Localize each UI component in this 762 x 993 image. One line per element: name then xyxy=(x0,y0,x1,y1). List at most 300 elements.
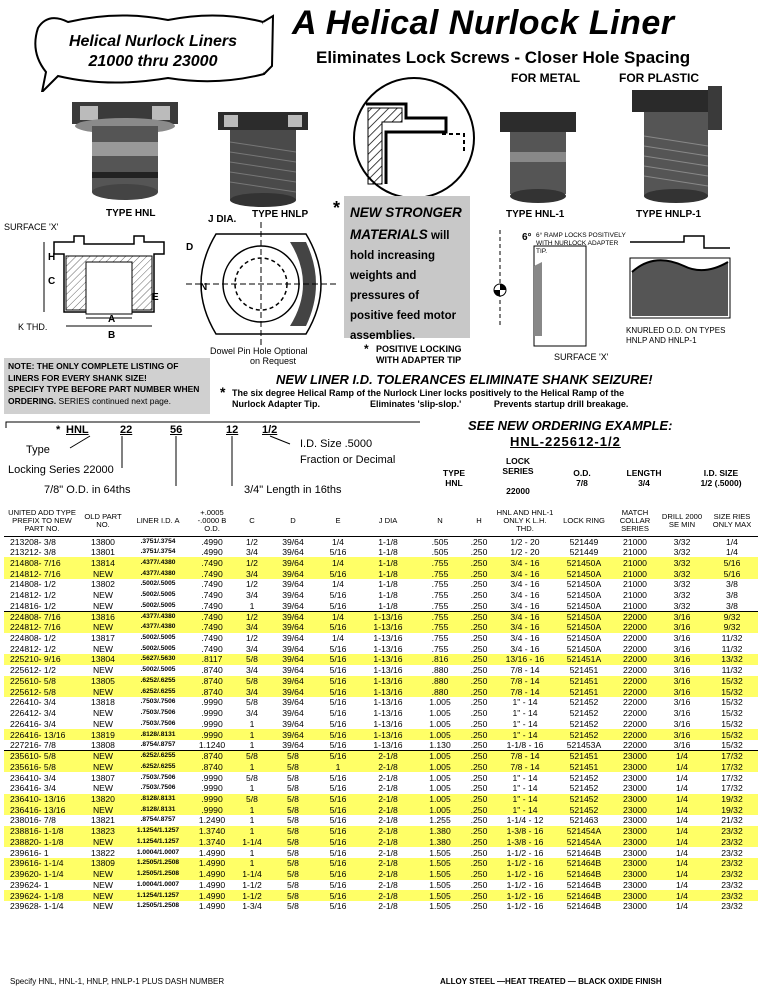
table-cell: 1.505 xyxy=(429,847,451,858)
table-cell: 1.3740 xyxy=(190,837,234,848)
table-cell: 1 xyxy=(234,858,270,869)
table-cell: 5/8 xyxy=(287,772,299,783)
table-cell: 39/64 xyxy=(282,665,304,676)
table-header-cell: LOCK RING xyxy=(556,506,612,536)
table-cell: .9990 xyxy=(190,804,234,815)
table-cell: 239620- 1-1/4 xyxy=(4,869,80,880)
table-cell: .6252/.6255 xyxy=(126,761,190,772)
ordering-example-code: HNL-225612-1/2 xyxy=(510,434,621,449)
table-cell: .880 xyxy=(431,665,449,676)
table-cell: 2-1/8 xyxy=(360,890,416,901)
table-cell: .250 xyxy=(464,858,494,869)
table-cell: 1-1/2 - 16 xyxy=(506,901,544,912)
table-cell: 22000 xyxy=(623,708,647,719)
table-cell: 5/16 xyxy=(316,890,360,901)
table-cell: 1" - 14 xyxy=(494,729,556,740)
table-cell: 521449 xyxy=(569,536,599,547)
legend-id-value: 1/2 (.5000) xyxy=(700,478,742,488)
with-adapter-label: WITH ADAPTER TIP xyxy=(376,355,462,365)
table-cell: 17/32 xyxy=(721,783,743,794)
table-cell: 3/4 xyxy=(246,708,258,719)
table-cell: 521450A xyxy=(566,590,602,601)
tolerance-star: * xyxy=(220,384,226,400)
table-cell: 3/16 xyxy=(673,697,691,708)
table-cell: 22000 xyxy=(623,665,647,676)
table-cell: 1.380 xyxy=(416,826,464,837)
table-cell: .5002/.5005 xyxy=(140,633,176,641)
table-cell: 5/16 xyxy=(329,740,347,751)
page-subtitle: Eliminates Lock Screws - Closer Hole Spacing xyxy=(316,48,691,67)
table-cell: 1-1/4 xyxy=(234,869,270,880)
table-cell: 5/16 xyxy=(316,686,360,697)
table-cell: 236416- 13/16 xyxy=(4,804,80,815)
table-cell: 13821 xyxy=(91,815,115,826)
table-cell: 5/8 xyxy=(234,794,270,805)
table-cell: 5/16 xyxy=(316,794,360,805)
table-row xyxy=(4,858,758,869)
table-cell: 39/64 xyxy=(282,740,304,751)
table-cell: 39/64 xyxy=(282,632,304,643)
type-hnlp-label: TYPE HNLP xyxy=(252,209,309,220)
table-cell: 1/2 xyxy=(246,632,258,643)
table-cell: 1-1/2 xyxy=(234,890,270,901)
table-cell: 1-1/2 - 16 xyxy=(494,890,556,901)
table-cell: 235610- 5/8 xyxy=(4,751,80,762)
knurled-note-2: HNLP AND HNLP-1 xyxy=(626,336,697,345)
table-cell: 5/16 xyxy=(329,718,347,729)
table-cell: 22000 xyxy=(612,676,658,687)
table-cell: 39/64 xyxy=(282,579,304,590)
table-cell: 23/32 xyxy=(721,847,743,858)
table-cell: 7/8 - 14 xyxy=(494,686,556,697)
table-cell: .250 xyxy=(470,847,488,858)
specification-table xyxy=(4,506,758,912)
table-cell: 521463 xyxy=(569,815,599,826)
table-cell: 23000 xyxy=(623,783,647,794)
table-cell: 9/32 xyxy=(706,622,758,633)
table-cell: 521451 xyxy=(569,665,599,676)
table-cell: 1" - 14 xyxy=(512,783,538,794)
legend-id-label: I.D. SIZE xyxy=(703,468,739,478)
table-cell: 2-1/8 xyxy=(360,761,416,772)
table-cell: 521450A xyxy=(566,632,602,643)
table-row xyxy=(4,837,758,848)
table-cell: .8754/.8757 xyxy=(140,816,176,824)
table-cell: 17/32 xyxy=(706,761,758,772)
table-cell: 2-1/8 xyxy=(378,772,398,783)
table-cell: .250 xyxy=(470,579,488,590)
table-cell: 1 xyxy=(249,600,255,611)
table-cell: 1 xyxy=(234,761,270,772)
ramp-note: 6° RAMP LOCKS POSITIVELY WITH NURLOCK ADAPTER TIP. xyxy=(536,232,626,255)
table-header-cell: UNITED ADD TYPE PREFIX TO NEW PART NO. xyxy=(4,506,80,536)
table-cell: 13822 xyxy=(91,847,115,858)
table-cell: .880 xyxy=(416,676,464,687)
table-cell: 1.505 xyxy=(416,858,464,869)
surface-x-label: SURFACE 'X' xyxy=(4,222,59,232)
knurled-section-drawing xyxy=(624,232,736,324)
table-cell: .4990 xyxy=(201,536,223,547)
table-cell: .9990 xyxy=(201,772,223,783)
table-row xyxy=(4,761,758,772)
table-cell: 521452 xyxy=(556,804,612,815)
six-degree-label: 6° xyxy=(522,232,532,243)
table-cell: 3/4 xyxy=(234,568,270,579)
table-cell: 3/32 xyxy=(658,568,706,579)
table-row xyxy=(4,880,758,891)
table-cell: 3/16 xyxy=(673,708,691,719)
table-cell: 11/32 xyxy=(721,665,743,676)
table-cell: 3/4 xyxy=(234,622,270,633)
table-cell: 23000 xyxy=(612,751,658,762)
table-cell: 22000 xyxy=(612,611,658,622)
table-cell: 1-1/8 xyxy=(378,547,398,558)
table-cell: .250 xyxy=(464,761,494,772)
table-cell: 5/16 xyxy=(329,547,347,558)
order-length-label: 3/4" Length in 16ths xyxy=(244,484,342,496)
table-cell: 5/8 xyxy=(270,858,316,869)
table-cell: .250 xyxy=(470,600,488,611)
table-cell: .4377/.4380 xyxy=(126,622,190,633)
table-cell: 3/16 xyxy=(658,611,706,622)
table-cell: 1.2505/1.2508 xyxy=(126,858,190,869)
table-row xyxy=(4,847,758,858)
table-cell: 1.4990 xyxy=(190,869,234,880)
order-id-size-label: I.D. Size .5000 xyxy=(300,438,373,450)
table-cell: .250 xyxy=(464,794,494,805)
table-cell: 39/64 xyxy=(270,729,316,740)
footer-material: ALLOY STEEL —HEAT TREATED — BLACK OXIDE FINISH xyxy=(440,977,662,986)
table-cell: 239616- 1-1/4 xyxy=(4,858,80,869)
table-cell: 1" - 14 xyxy=(494,794,556,805)
table-cell: 226410- 3/4 xyxy=(10,697,56,708)
dim-b: B xyxy=(108,330,116,341)
table-cell: 1.005 xyxy=(429,718,451,729)
table-cell: .250 xyxy=(470,708,488,719)
table-cell: 1/4 xyxy=(658,804,706,815)
table-cell: 1.2505/1.2508 xyxy=(126,869,190,880)
table-cell: .755 xyxy=(416,568,464,579)
footer-specify: Specify HNL, HNL-1, HNLP, HNLP-1 PLUS DASH NUMBER xyxy=(10,977,225,986)
banner-line-2: 21000 thru 23000 xyxy=(88,53,218,70)
table-cell: 226416- 3/4 xyxy=(10,718,56,729)
table-cell: 39/64 xyxy=(270,654,316,665)
table-cell: 2-1/8 xyxy=(360,869,416,880)
table-cell: 22000 xyxy=(612,622,658,633)
table-cell: 5/8 xyxy=(270,751,316,762)
table-cell: NEW xyxy=(80,568,126,579)
table-cell: 23/32 xyxy=(721,901,743,912)
table-cell: .4377/.4380 xyxy=(126,611,190,622)
table-cell: NEW xyxy=(80,804,126,815)
table-cell: 239628- 1-1/4 xyxy=(10,901,64,912)
legend-series-value: 22000 xyxy=(506,486,530,496)
banner-line-1: Helical Nurlock Liners xyxy=(68,33,238,50)
table-header-cell: C xyxy=(234,506,270,536)
legend-length-value: 3/4 xyxy=(638,478,650,488)
code-part-series: 22 xyxy=(120,424,133,436)
table-cell: 521454A xyxy=(556,826,612,837)
table-cell: 5/8 xyxy=(270,794,316,805)
table-cell: 1.005 xyxy=(416,751,464,762)
table-cell: 13816 xyxy=(80,611,126,622)
table-cell: 1.005 xyxy=(429,697,451,708)
table-cell: 213212- 3/8 xyxy=(10,547,56,558)
table-cell: 3/4 - 16 xyxy=(510,643,540,654)
table-cell: .250 xyxy=(464,686,494,697)
table-cell: .8117 xyxy=(190,654,234,665)
table-cell: 17/32 xyxy=(706,751,758,762)
table-cell: 5/16 xyxy=(329,665,347,676)
table-cell: 521450A xyxy=(566,600,602,611)
table-cell: 22000 xyxy=(623,718,647,729)
table-cell: 239624- 1-1/8 xyxy=(4,890,80,901)
table-cell: 5/16 xyxy=(329,600,347,611)
table-cell: 39/64 xyxy=(270,676,316,687)
ordering-example-title: SEE NEW ORDERING EXAMPLE: xyxy=(468,418,673,433)
table-cell: 5/16 xyxy=(706,568,758,579)
table-cell: 39/64 xyxy=(270,568,316,579)
table-cell: .5627/.5630 xyxy=(126,654,190,665)
table-cell: .5002/.5005 xyxy=(140,601,176,609)
table-cell: .755 xyxy=(431,579,449,590)
table-cell: 1/2 xyxy=(234,557,270,568)
table-cell: .816 xyxy=(416,654,464,665)
table-cell: 21000 xyxy=(623,600,647,611)
table-cell: .250 xyxy=(470,632,488,643)
table-cell: 1 xyxy=(249,740,255,751)
table-cell: 1-13/16 xyxy=(360,622,416,633)
table-cell: .250 xyxy=(470,740,488,751)
table-cell: .250 xyxy=(464,890,494,901)
table-cell: 239616- 1 xyxy=(10,847,49,858)
table-cell: .9990 xyxy=(201,708,223,719)
table-cell: 5/16 xyxy=(329,879,347,890)
table-cell: 521450A xyxy=(556,622,612,633)
table-row xyxy=(4,751,758,762)
table-cell: 238016- 7/8 xyxy=(10,815,56,826)
table-cell: NEW xyxy=(92,718,114,729)
table-cell: 3/32 xyxy=(658,557,706,568)
table-header-cell: +.0005 -.0000 B O.D. xyxy=(190,506,234,536)
table-header-cell: D xyxy=(270,506,316,536)
table-row xyxy=(4,708,758,719)
table-cell: 23000 xyxy=(623,772,647,783)
table-cell: 3/8 xyxy=(726,600,738,611)
order-locking-label: Locking Series 22000 xyxy=(8,464,114,476)
legend-type-value: HNL xyxy=(445,478,463,488)
table-cell: 1-1/8 xyxy=(378,536,398,547)
table-cell: 13809 xyxy=(80,858,126,869)
table-cell: 21000 xyxy=(623,590,647,601)
table-cell: 21000 xyxy=(623,579,647,590)
table-cell: 1/4 xyxy=(676,879,688,890)
table-cell: 5/8 xyxy=(270,890,316,901)
table-cell: 1-3/4 xyxy=(242,901,262,912)
table-cell: .8740 xyxy=(190,751,234,762)
table-cell: 3/16 xyxy=(673,740,691,751)
table-cell: 3/8 xyxy=(726,579,738,590)
table-cell: .4377/.4380 xyxy=(126,568,190,579)
table-cell: 1.0004/1.0007 xyxy=(136,880,180,888)
table-row xyxy=(4,772,758,783)
table-row xyxy=(4,869,758,880)
positive-locking-label: POSITIVE LOCKING xyxy=(376,344,462,354)
table-cell: 23000 xyxy=(612,794,658,805)
table-cell: 1-13/16 xyxy=(373,665,403,676)
table-header-cell: N xyxy=(416,506,464,536)
tolerance-title: NEW LINER I.D. TOLERANCES ELIMINATE SHANK SEIZURE! xyxy=(276,372,653,387)
table-row xyxy=(4,794,758,805)
table-cell: NEW xyxy=(80,869,126,880)
table-cell: 5/8 xyxy=(287,879,299,890)
table-cell: 3/4 - 16 xyxy=(510,590,540,601)
table-cell: 3/4 xyxy=(246,547,258,558)
table-cell: 1-3/8 - 16 xyxy=(494,826,556,837)
table-cell: 39/64 xyxy=(282,547,304,558)
table-cell: 1-1/8 - 16 xyxy=(506,740,544,751)
legend-type-label: TYPE xyxy=(442,468,466,478)
table-cell: 224808- 7/16 xyxy=(4,611,80,622)
table-cell: 1/4 xyxy=(332,579,344,590)
on-request-note: on Request xyxy=(250,356,297,366)
for-metal-label: FOR METAL xyxy=(511,71,581,85)
table-cell: .505 xyxy=(431,536,449,547)
table-cell: 23000 xyxy=(623,815,647,826)
table-cell: 521464B xyxy=(556,869,612,880)
table-cell: NEW xyxy=(80,686,126,697)
table-cell: 226416- 13/16 xyxy=(4,729,80,740)
table-cell: 1.005 xyxy=(429,772,451,783)
table-cell: 22000 xyxy=(623,632,647,643)
table-cell: 3/4 xyxy=(246,643,258,654)
table-cell: 1-3/8 - 16 xyxy=(494,837,556,848)
table-cell: NEW xyxy=(80,890,126,901)
table-cell: 1" - 14 xyxy=(512,718,538,729)
table-cell: .250 xyxy=(464,826,494,837)
table-row xyxy=(4,536,758,547)
table-cell: 1/4 xyxy=(658,858,706,869)
table-cell: .250 xyxy=(464,622,494,633)
table-cell: .5002/.5005 xyxy=(140,580,176,588)
table-cell: 214816- 1/2 xyxy=(10,600,56,611)
table-row xyxy=(4,686,758,697)
table-cell: 23000 xyxy=(612,761,658,772)
table-cell: 1.505 xyxy=(416,890,464,901)
table-cell: 22000 xyxy=(612,654,658,665)
table-cell: 521452 xyxy=(569,718,599,729)
tolerance-text xyxy=(232,388,752,410)
table-cell: .250 xyxy=(470,665,488,676)
table-cell: 15/32 xyxy=(706,676,758,687)
table-cell: NEW xyxy=(92,600,114,611)
table-row xyxy=(4,643,758,654)
table-cell: 3/4 - 16 xyxy=(494,557,556,568)
table-cell: 214812- 1/2 xyxy=(10,590,56,601)
table-cell: .755 xyxy=(431,590,449,601)
code-part-od: 56 xyxy=(170,424,183,436)
table-cell: 1-13/16 xyxy=(373,718,403,729)
table-cell: 1 xyxy=(316,761,360,772)
table-cell: 15/32 xyxy=(706,686,758,697)
table-cell: 7/8 - 14 xyxy=(494,751,556,762)
table-cell: .250 xyxy=(470,815,488,826)
table-cell: 1.005 xyxy=(416,794,464,805)
table-cell: .250 xyxy=(470,697,488,708)
table-cell: 2-1/8 xyxy=(360,804,416,815)
table-row xyxy=(4,783,758,794)
table-cell: 3/8 xyxy=(726,590,738,601)
table-cell: 23000 xyxy=(612,826,658,837)
legend-length-label: LENGTH xyxy=(626,468,662,478)
table-cell: .250 xyxy=(470,547,488,558)
table-cell: 13/16 - 16 xyxy=(494,654,556,665)
table-cell: 1-1/4 - 12 xyxy=(506,815,544,826)
table-row xyxy=(4,600,758,611)
table-row xyxy=(4,611,758,622)
table-cell: 236416- 3/4 xyxy=(10,783,56,794)
table-cell: 21000 xyxy=(612,568,658,579)
table-cell: 3/32 xyxy=(673,579,691,590)
type-hnl1-label: TYPE HNL-1 xyxy=(506,209,565,220)
legend-od xyxy=(562,468,602,488)
table-cell: .250 xyxy=(470,590,488,601)
table-cell: 1-13/16 xyxy=(360,686,416,697)
new-materials-callout xyxy=(344,196,470,342)
table-cell: 39/64 xyxy=(282,708,304,719)
table-cell: .8740 xyxy=(190,686,234,697)
table-cell: .755 xyxy=(416,622,464,633)
page-title: A Helical Nurlock Liner xyxy=(292,4,675,42)
table-cell: .7490 xyxy=(201,632,223,643)
table-cell: 1.505 xyxy=(429,879,451,890)
table-cell: 5/16 xyxy=(316,568,360,579)
table-header-cell: MATCH COLLAR SERIES xyxy=(612,506,658,536)
table-cell: 15/32 xyxy=(721,697,743,708)
table-cell: 23/32 xyxy=(706,869,758,880)
code-part-type: HNL xyxy=(66,424,89,436)
table-cell: .250 xyxy=(464,557,494,568)
table-cell: 22000 xyxy=(623,740,647,751)
table-cell: 2-1/8 xyxy=(378,847,398,858)
table-cell: 5/8 xyxy=(270,761,316,772)
table-cell: 23000 xyxy=(612,804,658,815)
legend-id xyxy=(686,468,756,488)
table-cell: 1/4 xyxy=(332,536,344,547)
table-cell: 1-1/2 xyxy=(242,879,262,890)
table-cell: 7/8 - 14 xyxy=(494,761,556,772)
table-cell: .9990 xyxy=(201,783,223,794)
table-cell: .6252/.6255 xyxy=(126,676,190,687)
table-cell: 1.2505/1.2508 xyxy=(136,902,180,910)
table-cell: 521453A xyxy=(566,740,602,751)
table-cell: 23000 xyxy=(612,890,658,901)
table-cell: 225610- 5/8 xyxy=(4,676,80,687)
table-cell: 3/4 - 16 xyxy=(494,611,556,622)
table-row xyxy=(4,740,758,751)
table-cell: .250 xyxy=(464,869,494,880)
table-cell: 5/16 xyxy=(329,901,347,912)
table-cell: 521452 xyxy=(569,708,599,719)
table-cell: 5/8 xyxy=(234,676,270,687)
note-line-3: SPECIFY TYPE BEFORE PART NUMBER WHEN xyxy=(8,384,200,394)
table-row xyxy=(4,901,758,912)
table-cell: 13805 xyxy=(80,676,126,687)
ordering-note xyxy=(4,358,210,414)
hnl-photo xyxy=(72,102,178,206)
table-cell: 521450A xyxy=(556,568,612,579)
table-cell: 1 xyxy=(249,815,255,826)
